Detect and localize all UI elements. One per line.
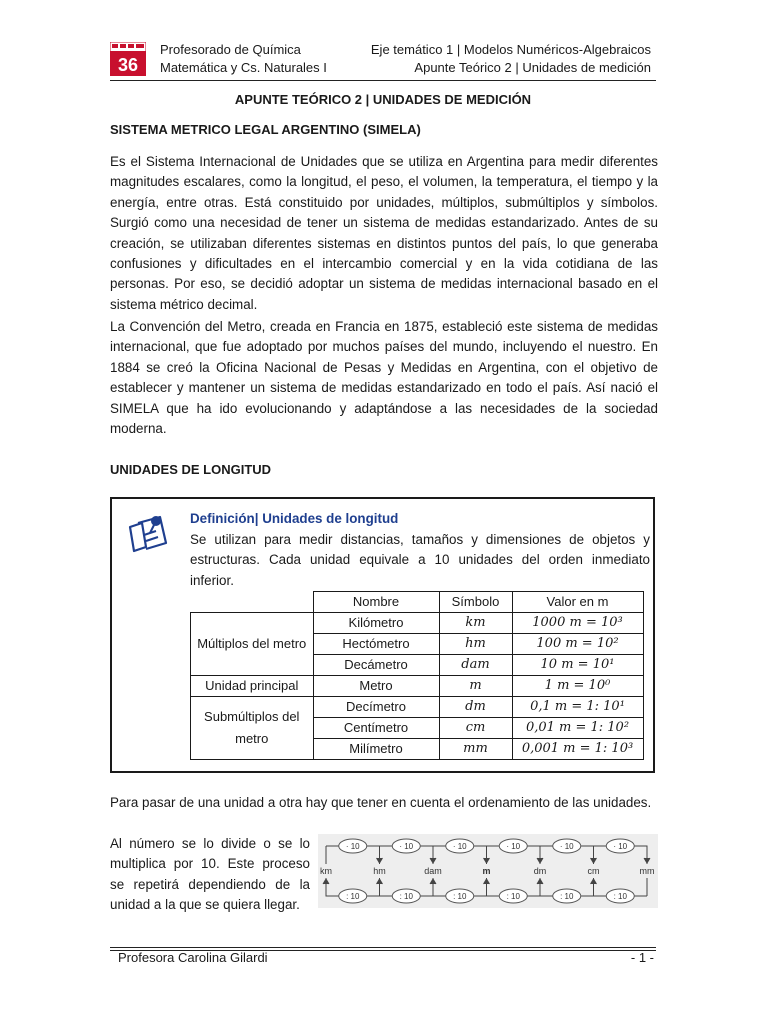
unit-symbol: hm [439, 634, 512, 655]
operator-multiply: · 10 [559, 842, 574, 851]
table-row [191, 697, 644, 718]
operator-multiply: · 10 [399, 842, 414, 851]
unit-symbol: dam [439, 655, 512, 676]
group-multiplos: Múltiplos del metro [191, 613, 314, 676]
header-program: Profesorado de Química [160, 42, 301, 57]
section-heading-longitud: UNIDADES DE LONGITUD [110, 462, 272, 477]
paragraph-simela-intro: Es el Sistema Internacional de Unidades que se utiliza en Argentina para medir diferentes magnitudes escalares, como la longitud, el peso, el volumen, la temperatura, el tiempo y la energía, entre otras. Está constituido por unidades, múltiplos, submúltiplos y símbolos. Surgió como una necesidad de tener un sistema de medidas estandarizado. Antes de su creación, se utilizaban diferentes sistemas en distintos puntos del país, lo que generaba confusiones y dificultades en el intercambio comercial y en la vida cotidiana de las personas. Por eso, se decidió adoptar un sistema de medidas internacional basado en el sistema métrico decimal. [110, 154, 658, 312]
document-title: APUNTE TEÓRICO 2 | UNIDADES DE MEDICIÓN [234, 92, 532, 107]
arrowhead-down [430, 858, 436, 863]
arrowhead-down [644, 858, 650, 863]
header-left [160, 41, 327, 77]
table-header-cell: Nombre [313, 592, 439, 613]
arrowhead-up [430, 879, 436, 884]
unit-value: 0,01 m = 1: 10² [512, 718, 643, 739]
unit-name: Metro [313, 676, 439, 697]
operator-multiply: · 10 [613, 842, 628, 851]
conversion-diagram [318, 834, 658, 908]
unit-label: dam [424, 866, 442, 876]
unit-label: m [482, 866, 491, 876]
length-units-table [190, 591, 644, 760]
arrowhead-up [591, 879, 597, 884]
unit-label: dm [533, 866, 547, 876]
operator-divide: : 10 [560, 892, 574, 901]
unit-name: Kilómetro [313, 613, 439, 634]
operator-multiply: · 10 [506, 842, 521, 851]
arrowhead-up [377, 879, 383, 884]
page-header [110, 40, 655, 80]
unit-symbol: m [439, 676, 512, 697]
unit-symbol: mm [439, 739, 512, 760]
definition-box [110, 497, 655, 773]
arrowhead-down [537, 858, 543, 863]
unit-value: 10 m = 10¹ [512, 655, 643, 676]
footer-author: Profesora Carolina Gilardi [118, 950, 268, 965]
operator-divide: : 10 [346, 892, 360, 901]
group-submultiplos: Submúltiplos del metro [191, 697, 314, 760]
arrowhead-up [323, 879, 329, 884]
header-axis: Eje temático 1 | Modelos Numéricos-Algebraicos [370, 42, 651, 57]
header-right [371, 41, 651, 77]
unit-label: hm [373, 866, 386, 876]
table-row [191, 613, 644, 634]
arrowhead-up [484, 879, 490, 884]
unit-name: Centímetro [313, 718, 439, 739]
unit-label: mm [639, 866, 655, 876]
arrowhead-down [484, 858, 490, 863]
operator-multiply: · 10 [345, 842, 360, 851]
logo-number: 36 [117, 55, 139, 75]
arrowhead-down [591, 858, 597, 863]
table-header-cell: Valor en m [512, 592, 643, 613]
paragraph-multiply-divide: Al número se lo divide o se lo multiplica por 10. Este proceso se repetirá dependiendo de la unidad a la que se quiera llegar. [110, 836, 310, 913]
definition-title: Definición| Unidades de longitud [190, 511, 399, 526]
note-pin-icon [126, 513, 170, 553]
unit-symbol: dm [439, 697, 512, 718]
unit-value: 1000 m = 10³ [512, 613, 643, 634]
operator-divide: : 10 [506, 892, 520, 901]
group-principal: Unidad principal [191, 676, 314, 697]
unit-name: Hectómetro [313, 634, 439, 655]
unit-value: 100 m = 10² [512, 634, 643, 655]
operator-divide: : 10 [453, 892, 467, 901]
table-row [191, 676, 644, 697]
operator-divide: : 10 [399, 892, 413, 901]
unit-name: Milímetro [313, 739, 439, 760]
unit-value: 1 m = 10⁰ [512, 676, 643, 697]
paragraph-simela-history: La Convención del Metro, creada en Francia en 1875, estableció este sistema de medidas internacional, que fue adoptado por muchos países del mundo, incluyendo el nuestro. En 1884 se creó la Oficina Nacional de Pesas y Medidas en Argentina, con el objetivo de establecer y mantener un sistema de medidas estandarizado en todo el país. Así nació el SIMELA que ha ido evolucionando y adaptándose a las necesidades de la sociedad moderna. [110, 319, 658, 437]
unit-symbol: km [439, 613, 512, 634]
unit-value: 0,1 m = 1: 10¹ [512, 697, 643, 718]
unit-symbol: cm [439, 718, 512, 739]
unit-name: Decímetro [313, 697, 439, 718]
arrowhead-down [377, 858, 383, 863]
header-document: Apunte Teórico 2 | Unidades de medición [414, 60, 651, 75]
operator-divide: : 10 [613, 892, 627, 901]
header-divider [110, 80, 656, 81]
table-empty-cell [191, 592, 314, 613]
table-header-cell: Símbolo [439, 592, 512, 613]
institution-logo [110, 42, 146, 76]
header-subject: Matemática y Cs. Naturales I [160, 60, 327, 75]
definition-text: Se utilizan para medir distancias, tamaños y dimensiones de objetos y estructuras. Cada unidad equivale a 10 unidades del orden inmediato inferior. [190, 532, 650, 588]
paragraph-conversion: Para pasar de una unidad a otra hay que tener en cuenta el ordenamiento de las unidades. [110, 795, 652, 810]
footer-divider [110, 947, 656, 948]
unit-value: 0,001 m = 1: 10³ [512, 739, 643, 760]
operator-multiply: · 10 [452, 842, 467, 851]
table-header-row [191, 592, 644, 613]
unit-name: Decámetro [313, 655, 439, 676]
arrowhead-up [537, 879, 543, 884]
section-heading-simela: SISTEMA METRICO LEGAL ARGENTINO (SIMELA) [110, 122, 421, 137]
unit-label: cm [587, 866, 600, 876]
page-number: - 1 - [630, 950, 654, 965]
unit-label: km [320, 866, 332, 876]
